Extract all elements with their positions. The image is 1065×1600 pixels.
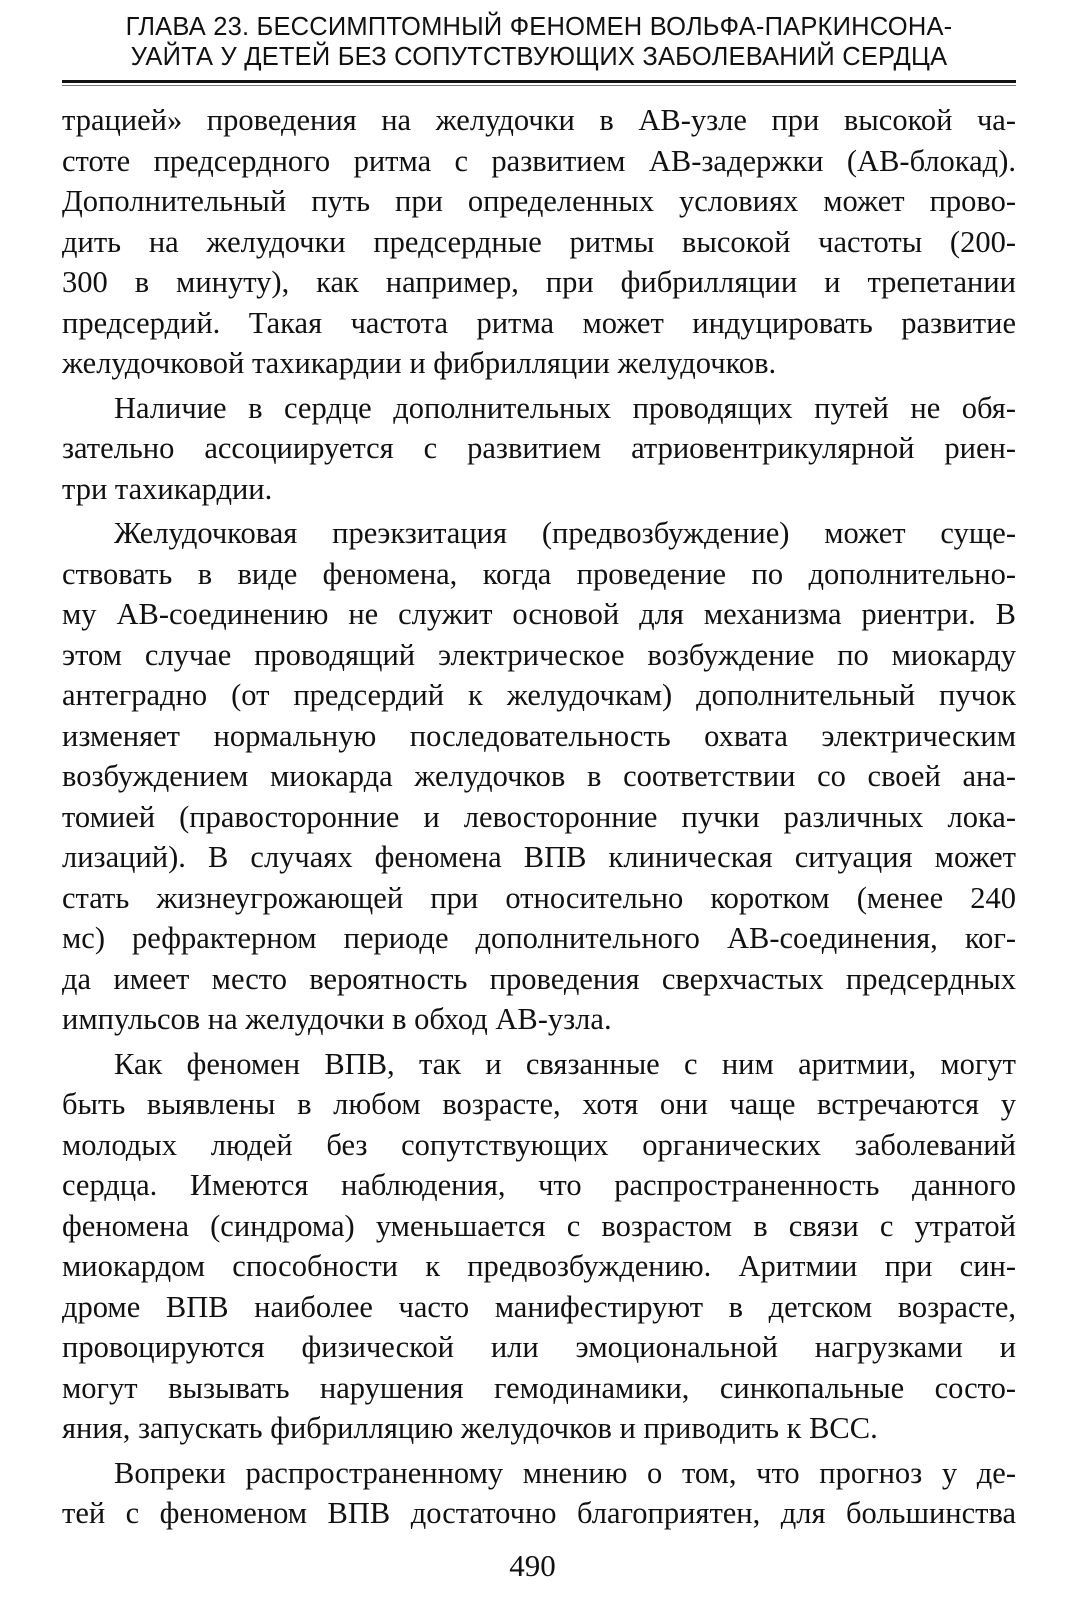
text-line: Дополнительный путь при определенных условиях может прово- xyxy=(62,184,1016,218)
running-head xyxy=(62,12,1016,72)
paragraph-5 xyxy=(62,1453,1016,1534)
text-line: предсердий. Такая частота ритма может индуцировать развитие xyxy=(62,305,1016,340)
page-number: 490 xyxy=(509,1548,556,1583)
text-line: му АВ-соединению не служит основой для механизма риентри. В xyxy=(62,597,1016,631)
text-line: стоте предсердного ритма с развитием АВ-задержки (АВ-блокад). xyxy=(62,143,1016,178)
running-head-line-1: ГЛАВА 23. БЕССИМПТОМНЫЙ ФЕНОМЕН ВОЛЬФА-ПАРКИНСОНА- xyxy=(125,13,953,41)
paragraph-3 xyxy=(62,513,1016,1040)
running-head-line-2: УАЙТА У ДЕТЕЙ БЕЗ СОПУТСТВУЮЩИХ ЗАБОЛЕВАНИЙ СЕРДЦА xyxy=(130,43,948,71)
text-line: изменяет нормальную последовательность охвата электрическим xyxy=(62,718,1016,753)
header-rule xyxy=(62,80,1016,83)
text-line: Наличие в сердце дополнительных проводящих путей не обя- xyxy=(114,390,1016,425)
paragraph-1 xyxy=(62,100,1016,384)
text-line: зательно ассоциируется с развитием атриовентрикулярной риен- xyxy=(62,431,1016,465)
text-line: импульсов на желудочки в обход АВ-узла. xyxy=(62,1002,612,1036)
text-line: феномена (синдрома) уменьшается с возрастом в связи с утратой xyxy=(62,1208,1016,1243)
text-line: антеградно (от предсердий к желудочкам) дополнительный пучок xyxy=(62,678,1016,712)
text-line: дроме ВПВ наиболее часто манифестируют в детском возрасте, xyxy=(62,1289,1016,1324)
text-line: да имеет место вероятность проведения сверхчастых предсердных xyxy=(62,961,1016,996)
text-line: могут вызывать нарушения гемодинамики, синкопальные состо- xyxy=(62,1370,1016,1405)
text-line: три тахикардии. xyxy=(62,471,273,506)
text-line: яния, запускать фибрилляцию желудочков и приводить к ВСС. xyxy=(62,1411,878,1445)
text-line: ствовать в виде феномена, когда проведение по дополнительно- xyxy=(62,556,1016,591)
text-line: провоцируются физической или эмоциональной нагрузками и xyxy=(62,1330,1016,1364)
text-line: тей с феноменом ВПВ достаточно благоприятен, для большинства xyxy=(62,1496,1016,1530)
text-line: дить на желудочки предсердные ритмы высокой частоты (200- xyxy=(62,224,1016,259)
text-line: желудочковой тахикардии и фибрилляции желудочков. xyxy=(62,346,777,380)
text-line: быть выявлены в любом возрасте, хотя они чаще встречаются у xyxy=(62,1087,1016,1121)
text-line: трацией» проведения на желудочки в АВ-узле при высокой ча- xyxy=(62,103,1016,137)
paragraph-2 xyxy=(62,388,1016,510)
text-line: Желудочковая преэкзитация (предвозбуждение) может суще- xyxy=(114,516,1016,550)
text-line: мс) рефрактерном периоде дополнительного АВ-соединения, ког- xyxy=(62,921,1016,955)
text-line: сердца. Имеются наблюдения, что распространенность данного xyxy=(62,1168,1016,1202)
text-line: молодых людей без сопутствующих органических заболеваний xyxy=(62,1127,1016,1162)
text-line: томией (правосторонние и левосторонние пучки различных лока- xyxy=(62,799,1016,834)
text-line: миокардом способности к предвозбуждению. Аритмии при син- xyxy=(62,1249,1016,1283)
text-line: Как феномен ВПВ, так и связанные с ним аритмии, могут xyxy=(114,1046,1016,1081)
text-line: Вопреки распространенному мнению о том, что прогноз у де- xyxy=(114,1455,1016,1490)
body-text xyxy=(62,100,1016,1538)
header-rule-thin xyxy=(62,85,1016,86)
text-line: стать жизнеугрожающей при относительно коротком (менее 240 xyxy=(62,880,1016,915)
text-line: лизаций). В случаях феномена ВПВ клиническая ситуация может xyxy=(62,840,1016,874)
text-line: 300 в минуту), как например, при фибрилляции и трепетании xyxy=(62,265,1016,299)
text-line: возбуждением миокарда желудочков в соответствии со своей ана- xyxy=(62,759,1016,793)
text-line: этом случае проводящий электрическое возбуждение по миокарду xyxy=(62,637,1016,672)
paragraph-4 xyxy=(62,1044,1016,1449)
